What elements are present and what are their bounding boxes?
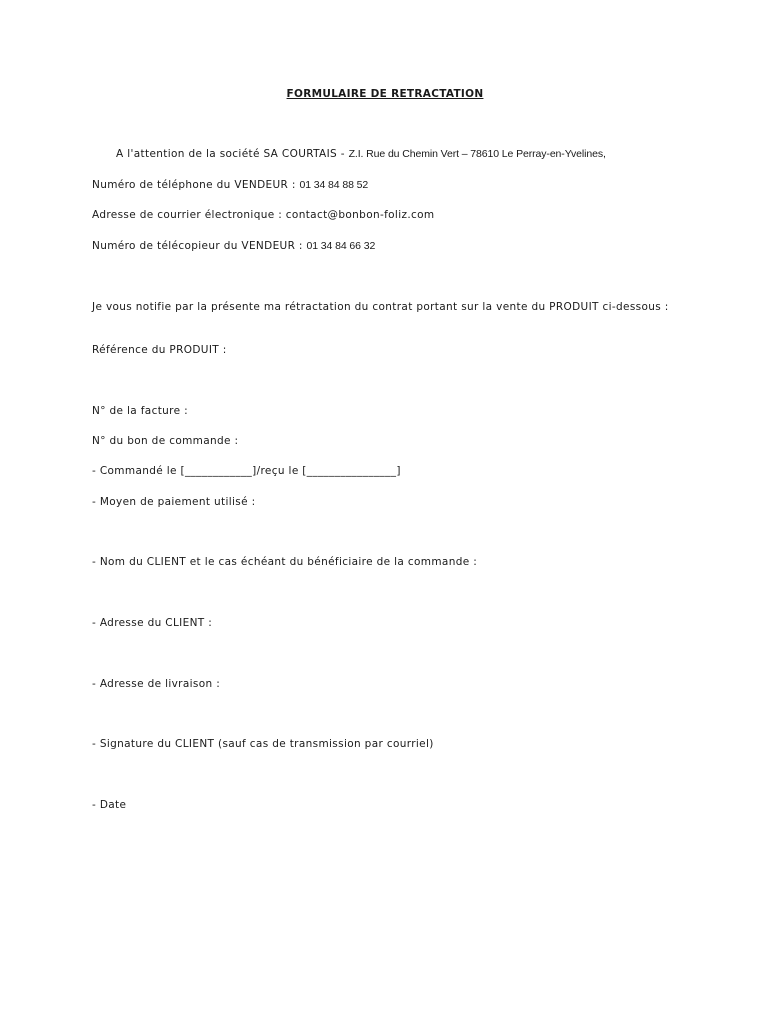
- delivery-address-field: - Adresse de livraison :: [92, 678, 221, 690]
- seller-fax-line: [92, 240, 375, 252]
- seller-phone-label: Numéro de téléphone du VENDEUR :: [92, 179, 300, 191]
- invoice-number-field: N° de la facture :: [92, 405, 188, 417]
- attention-prefix: A l'attention de la société SA COURTAIS -: [116, 148, 349, 160]
- date-field: - Date: [92, 799, 127, 811]
- seller-phone-line: [92, 179, 368, 191]
- payment-method-field: - Moyen de paiement utilisé :: [92, 496, 256, 508]
- order-form-number-field: N° du bon de commande :: [92, 435, 239, 447]
- client-name-field: - Nom du CLIENT et le cas échéant du bénéficiaire de la commande :: [92, 556, 478, 568]
- company-address: Z.I. Rue du Chemin Vert – 78610 Le Perray-en-Yvelines,: [348, 148, 606, 160]
- seller-email-line: Adresse de courrier électronique : contact@bonbon-foliz.com: [92, 209, 435, 221]
- seller-phone-value: 01 34 84 88 52: [299, 179, 369, 191]
- ordered-received-field: - Commandé le [____________]/reçu le [________________]: [92, 465, 401, 477]
- withdrawal-notification: Je vous notifie par la présente ma rétractation du contrat portant sur la vente du PRODUIT ci-dessous :: [92, 301, 669, 313]
- client-signature-field: - Signature du CLIENT (sauf cas de transmission par courriel): [92, 738, 434, 750]
- client-address-field: - Adresse du CLIENT :: [92, 617, 213, 629]
- document-title: FORMULAIRE DE RETRACTATION: [286, 88, 484, 100]
- seller-fax-value: 01 34 84 66 32: [306, 240, 376, 252]
- seller-fax-label: Numéro de télécopieur du VENDEUR :: [92, 240, 307, 252]
- product-reference-field: Référence du PRODUIT :: [92, 344, 227, 356]
- attention-line: [116, 148, 606, 160]
